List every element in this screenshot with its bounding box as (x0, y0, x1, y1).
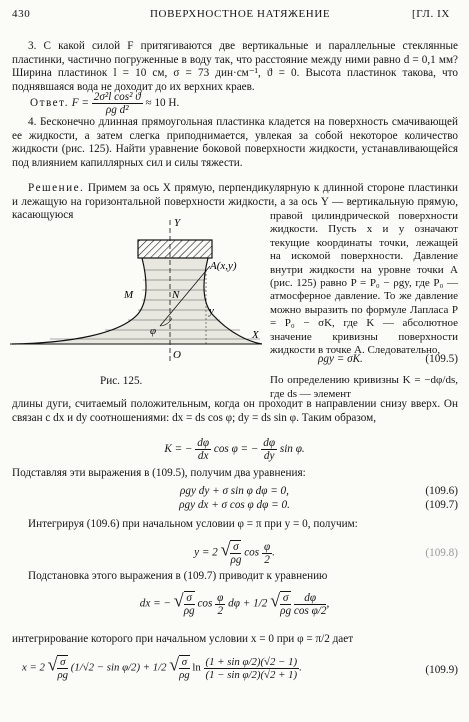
eq-109-8-number: (109.8) (425, 547, 458, 559)
eq-dx: dx = − √ $\frac{\sigma}{\rho g}$ cos $\frac{\varphi}{2}$ dφ + 1/2 √ $\frac{\sigma}{\rho g}$ $\frac{d\varphi}{\text{cos φ/2}}$ , (139, 590, 330, 617)
eq-dx-sqrt-1-den: ρg (183, 605, 195, 617)
answer-fraction (92, 91, 143, 116)
eq-109-5-number: (109.5) (425, 353, 458, 365)
eq-109-9-sqrt-1-den: ρg (57, 669, 69, 681)
eq-109-8-sqrt-den: ρg (230, 554, 242, 566)
eq-109-9-ln-frac (204, 656, 300, 681)
plate (138, 240, 212, 258)
y-coord-label: y (209, 305, 214, 317)
eq-k-lhs: K = − (164, 443, 193, 456)
eq-k-frac-2 (261, 437, 277, 462)
sqrt-sign-2: √ (173, 590, 184, 611)
eq-dx-phi-den: 2 (217, 604, 224, 617)
eq-dx-sqrt-1 (184, 591, 195, 617)
eq-109-9-sqrt-2-num: σ (179, 656, 190, 669)
x-axis-label: X (252, 329, 259, 341)
eq-109-9-sqrt-2 (179, 655, 190, 681)
integration-text: Интегрируя (109.6) при начальном условии φ = π при y = 0, получим: (28, 518, 358, 530)
eq-109-6: ρgy dy + σ sin φ dφ = 0, (180, 485, 289, 497)
eq-dx-frac (294, 592, 327, 617)
problem-4-text: 4. Бесконечно длинная прямоугольная пластинка кладется на поверхность смачивающей ее жидкости, а затем слегка приподнимается, увлекая за собой некоторое количество жидкости (рис. 125). Найти уравнение боковой поверхности жидкости, устанавливающейся под влиянием капиллярных сил и силы тяжести. (12, 116, 458, 169)
eq-109-6-number: (109.6) (425, 485, 458, 497)
problem-3-text: 3. С какой силой F притягиваются две вертикальные и параллельные стеклянные пластинки, частично погруженные в воду так, что расстояние между ними равно d = 0,1 мм? Ширина пластинок l = 10 см, σ = 73 дин·см⁻¹, ϑ = 0. Высота пластинок такова, что поднявшаяся вода не доходит до их верхних краев. (12, 40, 458, 93)
eq-dx-phi-num: φ (217, 591, 224, 604)
eq-109-8-sqrt-num: σ (230, 541, 241, 554)
eq-109-9: x = 2 √ $\frac{\sigma}{\rho g}$ (1/√2 − sin φ/2) + 1/2 √ $\frac{\sigma}{\rho g}$ ln $\frac{\text{(1 + sin φ/2)(√2 − 1)}}{\text{(1 − sin φ/2)(√2 + 1)}}$ . (22, 654, 302, 681)
m-label: M (124, 289, 134, 301)
eq-k-mid: cos φ = − (213, 443, 259, 456)
eq-k-frac-1 (195, 437, 211, 462)
eq-dx-sqrt-2-den: ρg (280, 605, 292, 617)
solution-right-column: правой цилиндрической поверхности жидкости. Пусть x и y означают текущие координаты точки, лежащей на искомой поверхности. Давление внутри жидкости на уровне точки A (рис. 125) равно P = P₀ − ρgy, где P₀ — атмосферное давление. То же давление можно выразить по формуле Лапласа P = P₀ − σK, где K — абсолютное значение кривизны поверхности жидкости в точке A. Следовательно, (270, 210, 458, 357)
answer-numerator: 2σ²l cos² ϑ (93, 91, 141, 103)
substitution-2-text: Подстановка этого выражения в (109.7) приводит к уравнению (28, 570, 328, 582)
eq-dx-frac-num: dφ (294, 592, 327, 605)
n-label: N (172, 289, 180, 301)
eq-109-8-lhs: y = 2 (194, 546, 218, 559)
answer-rhs: ≈ 10 Н. (145, 97, 180, 110)
eq-109-8-sqrt (230, 540, 241, 566)
eq-dx-phi (215, 592, 225, 617)
eq-109-8-cos: cos (244, 546, 260, 559)
figure-caption: Рис. 125. (100, 375, 143, 387)
sqrt-sign: √ (220, 539, 231, 560)
curvature-text: длины дуги, считаемый положительным, когда он проходит в направлении снизу вверх. Он связан с dx и dy соотношениями: dx = ds cos φ; dy = ds sin φ. Таким образом, (12, 398, 458, 424)
eq-109-9-ln-num: (1 + sin φ/2)(√2 − 1) (205, 655, 298, 668)
phi-label: φ (150, 325, 157, 337)
substitution-text: Подставляя эти выражения в (109.5), получим два уравнения: (12, 467, 306, 479)
origin-label: O (173, 349, 181, 361)
eq-109-9-sqrt-1-num: σ (57, 656, 68, 669)
eq-109-7-number: (109.7) (425, 499, 458, 511)
eq-109-9-number: (109.9) (425, 664, 458, 676)
eq-109-7: ρgy dx + σ cos φ dφ = 0. (179, 499, 290, 511)
eq-109-8-phi (262, 541, 272, 566)
eq-109-9-mid: (1/√2 − sin φ/2) + 1/2 (70, 661, 167, 674)
eq-dx-half: 1/2 (253, 597, 268, 610)
chapter-label: [ГЛ. IX (412, 8, 450, 20)
eq-curvature (0, 437, 469, 462)
eq-109-8: y = 2 √ $\frac{\sigma}{\rho g}$ cos $\frac{\varphi}{2}$ . (194, 539, 275, 566)
running-title: ПОВЕРХНОСТНОЕ НАТЯЖЕНИЕ (150, 8, 331, 20)
eq-dx-frac-den: cos φ/2 (293, 604, 327, 617)
sqrt-sign-5: √ (169, 654, 180, 675)
figure-125 (10, 214, 264, 374)
eq-dx-sqrt-2-num: σ (280, 592, 291, 605)
eq-109-9-sqrt-1 (57, 655, 68, 681)
eq-109-8-phi-den: 2 (264, 553, 270, 566)
integration-2-text: интегрирование которого при начальном условии x = 0 при φ = π/2 дает (12, 633, 354, 645)
eq-dx-cos: cos (197, 597, 213, 610)
eq-109-5: ρgy = σK. (318, 353, 363, 365)
y-axis-label: Y (174, 217, 181, 229)
solution-intro-text: Примем за ось X прямую, перпендикулярную к длинной стороне пластинки и лежащую на горизонтальной поверхности жидкости, а за ось Y — вертикальную прямую, касающуюся (12, 182, 458, 222)
eq-k-frac-2-den: dy (263, 450, 275, 462)
point-a-label: A(x,y) (210, 260, 237, 272)
sqrt-sign-4: √ (47, 654, 58, 675)
eq-k-frac-1-den: dx (197, 450, 209, 462)
eq-109-9-lhs: x = 2 (22, 661, 45, 674)
eq-109-8-phi-num: φ (263, 540, 271, 553)
eq-dx-dphi: dφ + (228, 597, 251, 610)
eq-dx-sqrt-2 (280, 591, 291, 617)
eq-dx-sqrt-1-num: σ (184, 592, 195, 605)
curvature-right: По определению кривизны K = −dφ/ds, где ds — элемент (270, 374, 458, 400)
answer-denominator: ρg d² (105, 104, 129, 116)
eq-dx-lhs: dx = − (139, 597, 171, 610)
eq-109-9-ln: ln (192, 661, 201, 674)
eq-k-frac-1-num: dφ (197, 437, 210, 449)
page-number: 430 (12, 8, 31, 20)
problem-3-answer (30, 91, 179, 116)
sqrt-sign-3: √ (270, 590, 281, 611)
answer-label: Ответ. (30, 97, 69, 110)
eq-k-rhs: sin φ. (279, 443, 305, 456)
eq-109-9-sqrt-2-den: ρg (179, 669, 190, 681)
eq-109-9-ln-den: (1 − sin φ/2)(√2 + 1) (205, 668, 298, 681)
eq-k-frac-2-num: dφ (263, 437, 276, 449)
answer-lhs: F = (71, 97, 89, 110)
solution-label: Решение. (28, 182, 85, 194)
